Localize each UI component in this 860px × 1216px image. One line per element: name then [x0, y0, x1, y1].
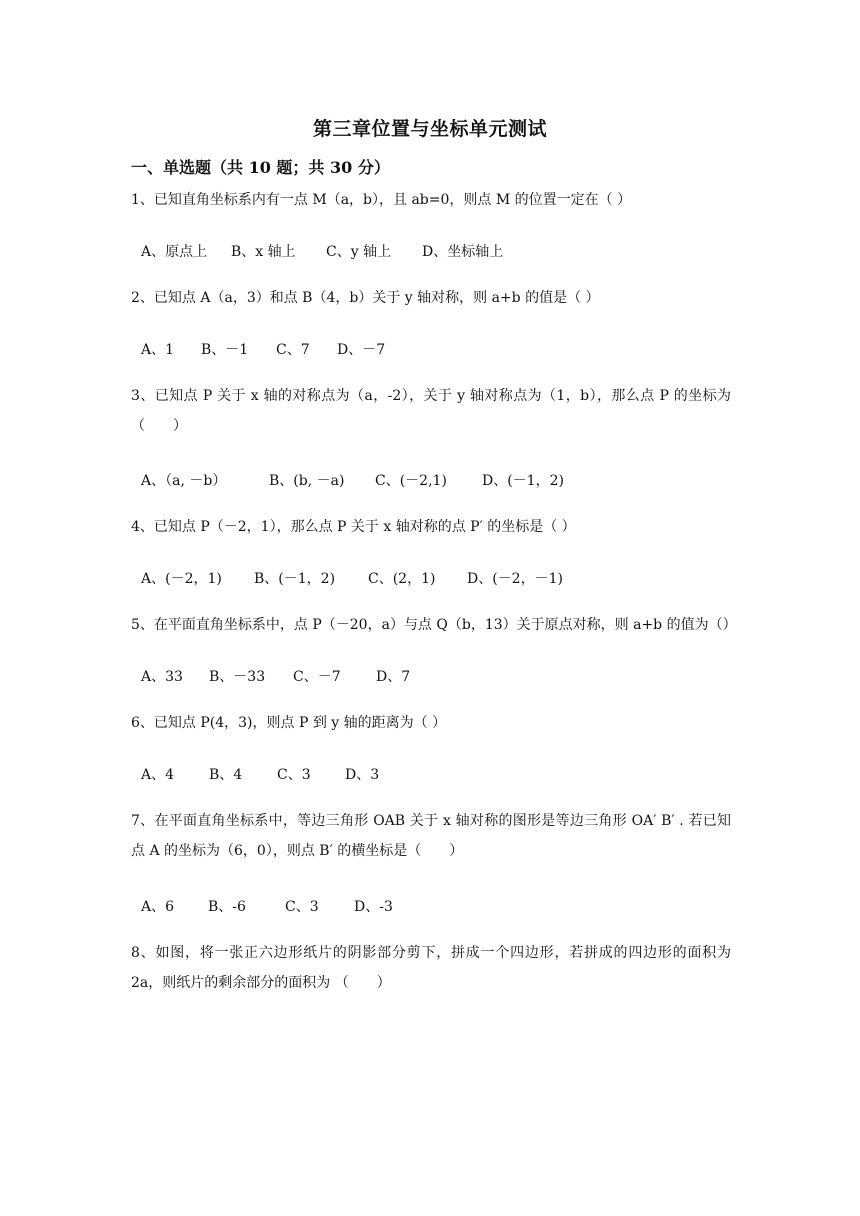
- page-title: 第三章位置与坐标单元测试: [312, 118, 547, 140]
- section-heading: 一、单选题（共 10 题；共 30 分）: [131, 158, 390, 177]
- option-b: B、(－1，2): [254, 571, 336, 587]
- option-b: B、x 轴上: [231, 244, 296, 260]
- option-d: D、－7: [337, 342, 386, 358]
- question-5: 5、在平面直角坐标系中，点 P（－20，a）与点 Q（b，13）关于原点对称，则 a+b 的值为（）: [131, 617, 737, 633]
- question-4-options: [141, 568, 563, 588]
- option-a: A、(－2，1): [141, 571, 222, 587]
- question-3-options: [141, 470, 564, 490]
- option-a: A、33: [141, 669, 183, 685]
- option-c: C、3: [277, 767, 311, 783]
- question-7: 7、在平面直角坐标系中，等边三角形 OAB 关于 x 轴对称的图形是等边三角形 OA′ B′ . 若已知点 A 的坐标为（6，0），则点 B′ 的横坐标是（ ）: [131, 813, 731, 859]
- option-c: C、(－2,1): [375, 473, 447, 489]
- question-5-options: [141, 666, 410, 686]
- option-d: D、坐标轴上: [422, 244, 504, 260]
- option-b: B、－33: [209, 669, 266, 685]
- option-a: A、原点上: [141, 244, 208, 260]
- option-b: B、4: [209, 767, 243, 783]
- option-d: D、(－1，2): [482, 473, 564, 489]
- option-d: D、3: [345, 767, 380, 783]
- question-2-options: [141, 339, 385, 359]
- option-d: D、7: [376, 669, 411, 685]
- option-a: A、6: [141, 899, 175, 915]
- question-2: 2、已知点 A（a，3）和点 B（4，b）关于 y 轴对称，则 a+b 的值是（ ）: [131, 290, 600, 306]
- option-d: D、-3: [354, 899, 393, 915]
- question-4: 4、已知点 P（－2，1），那么点 P 关于 x 轴对称的点 P′ 的坐标是（ ）: [131, 519, 576, 535]
- question-8: 8、如图，将一张正六边形纸片的阴影部分剪下，拼成一个四边形，若拼成的四边形的面积为 2a，则纸片的剩余部分的面积为 （ ）: [131, 945, 731, 991]
- option-b: B、-6: [208, 899, 246, 915]
- option-d: D、(－2，－1): [467, 571, 563, 587]
- option-c: C、y 轴上: [326, 244, 392, 260]
- option-a: A、4: [141, 767, 175, 783]
- option-c: C、－7: [293, 669, 341, 685]
- question-7-options: [141, 896, 393, 916]
- option-a: A、（a, －b）: [141, 473, 227, 489]
- option-c: C、7: [276, 342, 310, 358]
- question-6: 6、已知点 P(4，3)，则点 P 到 y 轴的距离为（ ）: [131, 715, 447, 731]
- question-1-options: [141, 241, 503, 261]
- option-c: C、(2，1): [368, 571, 436, 587]
- option-b: B、(b, －a): [269, 473, 345, 489]
- option-c: C、3: [285, 899, 319, 915]
- question-3: 3、已知点 P 关于 x 轴的对称点为（a，-2），关于 y 轴对称点为（1，b），那么点 P 的坐标为（ ）: [131, 388, 731, 434]
- option-b: B、－1: [201, 342, 249, 358]
- question-6-options: [141, 764, 379, 784]
- option-a: A、1: [141, 342, 175, 358]
- question-1: 1、已知直角坐标系内有一点 M（a，b），且 ab=0，则点 M 的位置一定在（ ）: [131, 192, 632, 208]
